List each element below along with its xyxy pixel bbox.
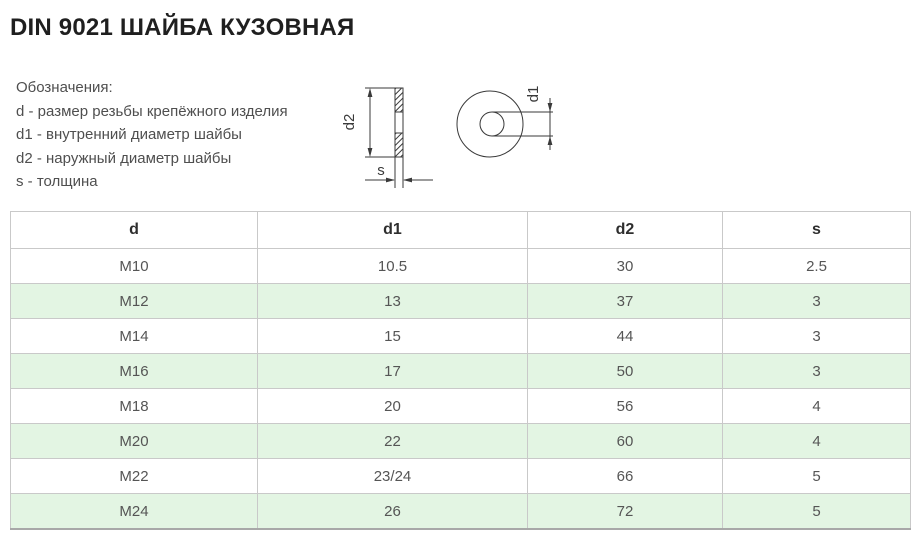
cell-d1: 17: [258, 354, 528, 389]
dim-label-d2: d2: [341, 113, 358, 131]
legend-heading: Обозначения:: [16, 79, 113, 96]
cell-d2: 37: [528, 284, 723, 319]
table-row: [11, 284, 911, 319]
cell-s: 2.5: [723, 249, 911, 284]
column-header-d: d: [11, 212, 258, 249]
legend-item-d: d - размер резьбы крепёжного изделия: [16, 102, 288, 120]
cell-d: M20: [11, 424, 258, 459]
washer-technical-drawing-icon: [340, 62, 570, 202]
cell-d2: 50: [528, 354, 723, 389]
cell-d: M22: [11, 459, 258, 494]
column-header-s: s: [723, 212, 911, 249]
washer-dimensions-table: [10, 211, 911, 530]
table-row: [11, 424, 911, 459]
cell-d2: 44: [528, 319, 723, 354]
cell-d2: 60: [528, 424, 723, 459]
table-row: [11, 389, 911, 424]
dim-label-d1: d1: [525, 85, 542, 103]
dim-label-s: s: [377, 162, 385, 179]
legend: [16, 76, 288, 194]
legend-item-s: s - толщина: [16, 173, 98, 190]
cell-d: M10: [11, 249, 258, 284]
cell-d1: 15: [258, 319, 528, 354]
cell-d2: 56: [528, 389, 723, 424]
cell-d1: 20: [258, 389, 528, 424]
cell-d2: 72: [528, 494, 723, 530]
table-row: [11, 459, 911, 494]
table-row: [11, 319, 911, 354]
cell-s: 4: [723, 389, 911, 424]
cell-d1: 23/24: [258, 459, 528, 494]
column-header-d2: d2: [528, 212, 723, 249]
cell-s: 5: [723, 494, 911, 530]
cell-d1: 22: [258, 424, 528, 459]
cell-d1: 13: [258, 284, 528, 319]
cell-d: M14: [11, 319, 258, 354]
cell-s: 3: [723, 354, 911, 389]
cell-s: 4: [723, 424, 911, 459]
table-header-row: [11, 212, 911, 249]
page-title: DIN 9021 ШАЙБА КУЗОВНАЯ: [10, 14, 355, 41]
cell-d: M18: [11, 389, 258, 424]
cell-d1: 10.5: [258, 249, 528, 284]
cell-d2: 66: [528, 459, 723, 494]
table-row: [11, 249, 911, 284]
cell-d: M16: [11, 354, 258, 389]
cell-s: 5: [723, 459, 911, 494]
legend-item-d1: d1 - внутренний диаметр шайбы: [16, 126, 242, 143]
cell-d1: 26: [258, 494, 528, 530]
table-row: [11, 354, 911, 389]
cell-d: M24: [11, 494, 258, 530]
washer-side-view: [365, 88, 433, 188]
column-header-d1: d1: [258, 212, 528, 249]
cell-d2: 30: [528, 249, 723, 284]
table-row: [11, 494, 911, 530]
cell-s: 3: [723, 284, 911, 319]
cell-s: 3: [723, 319, 911, 354]
cell-d: M12: [11, 284, 258, 319]
legend-item-d2: d2 - наружный диаметр шайбы: [16, 149, 232, 167]
